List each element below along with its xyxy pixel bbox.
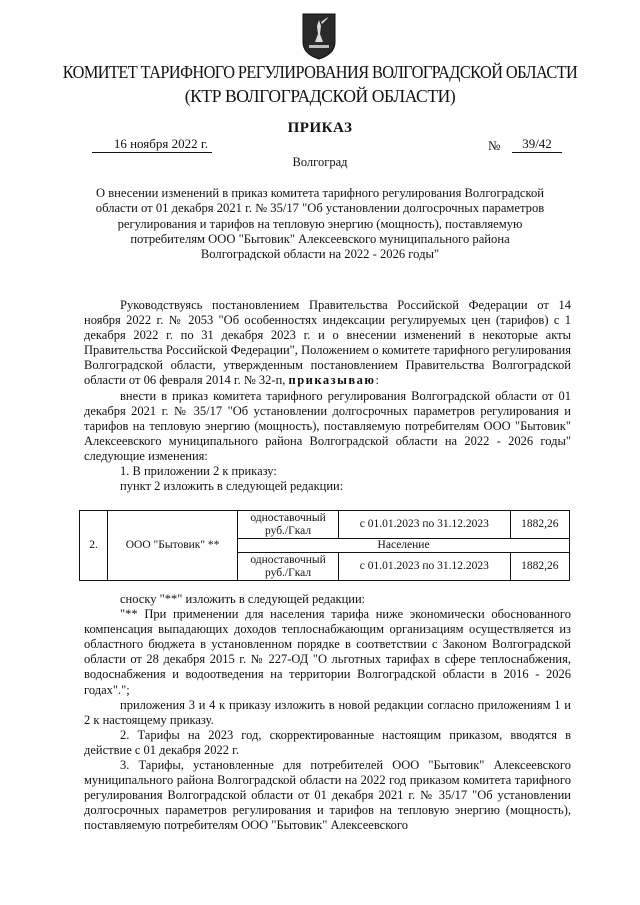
subject-line: Волгоградской области на 2022 - 2026 годы" <box>200 247 440 262</box>
document-date: 16 ноября 2022 г. <box>92 136 212 153</box>
organization-cell: ООО "Бытовик" ** <box>108 511 238 581</box>
population-cell: Население <box>238 539 570 553</box>
organization-name: КОМИТЕТ ТАРИФНОГО РЕГУЛИРОВАНИЯ ВОЛГОГРАДСКОЙ ОБЛАСТИ <box>62 62 578 82</box>
paragraph-item-2: пункт 2 изложить в следующей редакции: <box>120 479 344 494</box>
preamble-text: Руководствуясь постановлением Правительства Российской Федерации от 14 ноября 2022 г. № 2053 "Об особенностях индексации регулируемых цен (тарифов) с 1 декабря 2022 г. по 31 декабря 2023 г. и о внесении изменений в некоторые акты Правительства Российской Федерации", Положением о комитете тарифного регулирования Волгоградской области, утвержденным постановлением Правительства Волгоградской области от 06 февраля 2014 г. № 32-п, <box>84 298 571 388</box>
preamble-paragraph <box>84 298 571 389</box>
paragraph-footnote-text: "** При применении для населения тарифа ниже экономически обоснованного компенсация выпадающих доходов теплоснабжающим организациям осуществляется из областного бюджета в установленном порядке в соответствии с Законом Волгоградской области от 28 декабря 2015 г. № 227-ОД "О льготных тарифах в сфере теплоснабжения, водоснабжения и водоотведения на территории Волгоградской области в 2016 - 2026 годах"."; <box>84 607 571 697</box>
amendments-block <box>84 592 571 834</box>
order-colon: : <box>375 373 379 388</box>
order-word: приказываю <box>288 373 376 388</box>
document-subject <box>80 186 560 262</box>
paragraph-footnote-intro: сноску "**" изложить в следующей редакции: <box>120 592 366 606</box>
number-sign: № <box>488 138 501 153</box>
document-number: 39/42 <box>512 136 562 153</box>
preamble-block <box>84 298 571 494</box>
tariff-value-cell: 1882,26 <box>510 511 569 539</box>
subject-line: О внесении изменений в приказ комитета тарифного регулирования Волгоградской <box>95 186 545 200</box>
period-cell: с 01.01.2023 по 31.12.2023 <box>339 553 511 581</box>
paragraph-item-3: 3. Тарифы, установленные для потребителей ООО "Бытовик" Алексеевского муниципального района Волгоградской области на 2022 год приказом комитета тарифного регулирования Волгоградской области от 01 декабря 2021 г. № 35/17 "Об установлении долгосрочных параметров регулирования и тарифов на тепловую энергию (мощность), поставляемую потребителям ООО "Бытовик" Алексеевского <box>84 758 571 833</box>
subject-line: регулирования и тарифов на тепловую энергию (мощность), поставляемую <box>117 216 523 231</box>
paragraph-item-1: 1. В приложении 2 к приказу: <box>120 464 277 479</box>
paragraph-item-2-effective: 2. Тарифы на 2023 год, скорректированные настоящим приказом, вводятся в действие с 01 декабря 2022 г. <box>84 727 571 757</box>
row-number: 2. <box>80 511 108 581</box>
table-row <box>80 511 570 539</box>
tariff-value-cell: 1882,26 <box>510 553 569 581</box>
rate-type-cell: одноставочный руб./Гкал <box>238 553 339 581</box>
rate-type-cell: одноставочный руб./Гкал <box>238 511 339 539</box>
volgograd-emblem-icon <box>301 12 337 60</box>
tariff-table <box>79 510 570 581</box>
subject-line: потребителям ООО "Бытовик" Алексеевского муниципального района <box>130 231 510 246</box>
subject-line: области от 01 декабря 2021 г. № 35/17 "Об установлении долгосрочных параметров <box>95 201 545 216</box>
period-cell: с 01.01.2023 по 31.12.2023 <box>339 511 511 539</box>
organization-short-name: (КТР ВОЛГОГРАДСКОЙ ОБЛАСТИ) <box>184 86 456 106</box>
paragraph-amend: внести в приказ комитета тарифного регулирования Волгоградской области от 01 декабря 2021 г. № 35/17 "Об установлении долгосрочных параметров регулирования и тарифов на тепловую энергию (мощность), поставляемую потребителям ООО "Бытовик" Алексеевского муниципального района Волгоградской области на 2022 - 2026 годы" следующие изменения: <box>84 388 571 463</box>
document-type: ПРИКАЗ <box>287 120 353 136</box>
paragraph-appendices: приложения 3 и 4 к приказу изложить в новой редакции согласно приложениям 1 и 2 к настоящему приказу. <box>84 697 571 727</box>
document-city: Волгоград <box>292 155 348 169</box>
